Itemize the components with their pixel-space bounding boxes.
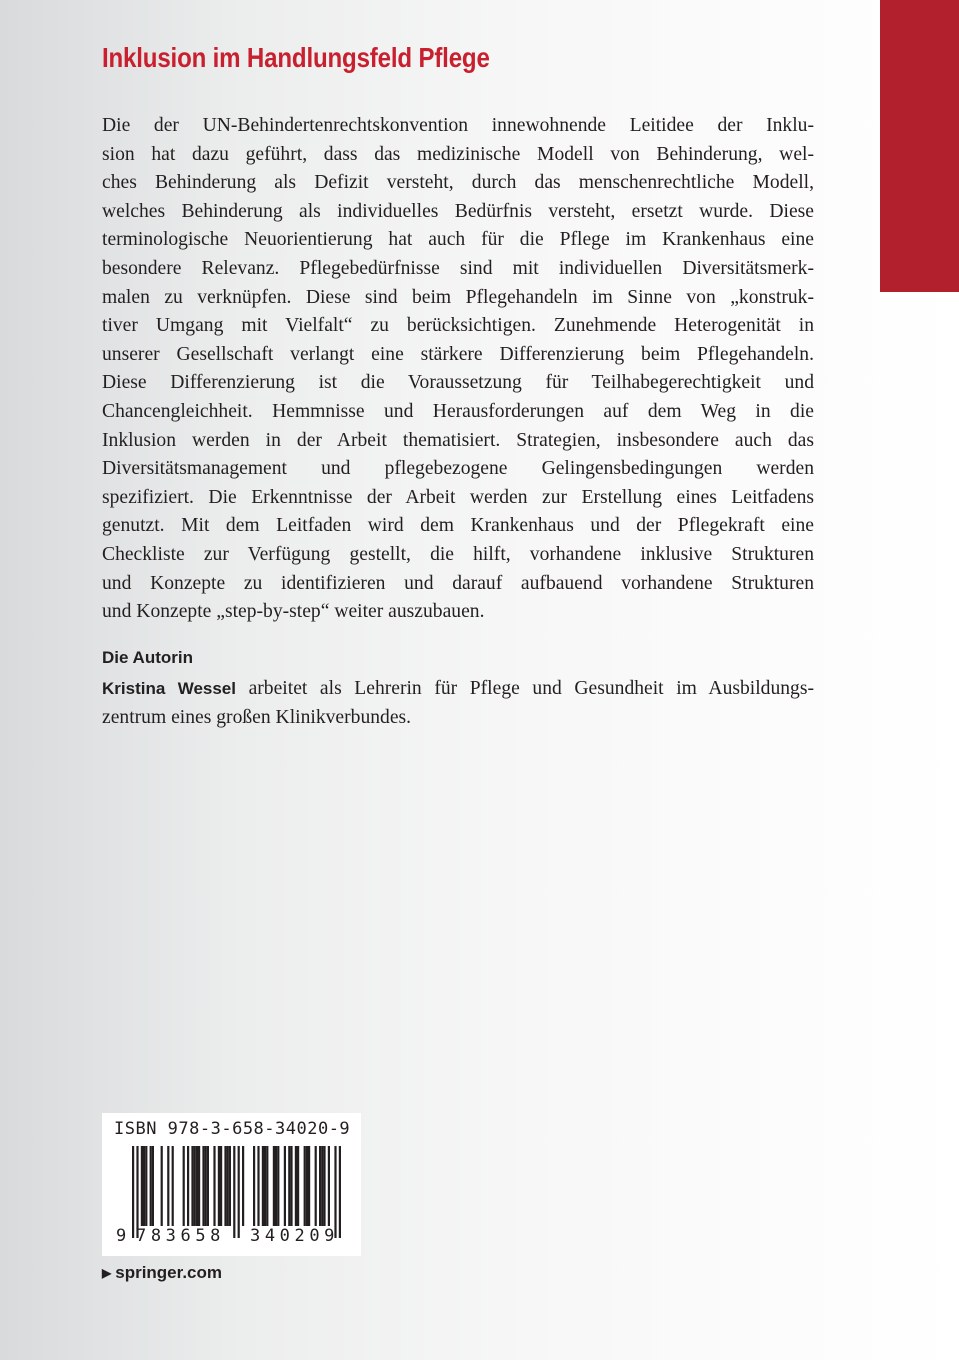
barcode-bar [194, 1146, 196, 1226]
barcode-bar [266, 1146, 268, 1226]
abstract-line: Chancengleichheit. Hemmnisse und Herausforderungen auf dem Weg in die [102, 400, 814, 422]
barcode-bar [297, 1146, 299, 1226]
abstract-line: Inklusion werden in der Arbeit thematisiert. Strategien, insbesondere auch das [102, 429, 814, 451]
barcode-bar [167, 1146, 169, 1226]
barcode-bar [253, 1146, 255, 1226]
barcode-bar [288, 1146, 290, 1226]
barcode-bar [321, 1146, 323, 1226]
abstract-line: spezifiziert. Die Erkenntnisse der Arbeit werden zur Erstellung eines Leitfadens [102, 486, 814, 508]
barcode-bar [295, 1146, 297, 1226]
abstract-line: besondere Relevanz. Pflegebedürfnisse sind mit individuellen Diversitätsmerk- [102, 257, 814, 279]
barcode-bar [198, 1146, 200, 1226]
barcode-bar [161, 1146, 163, 1226]
isbn-label: ISBN 978-3-658-34020-9 [114, 1119, 351, 1139]
barcode-bar [334, 1146, 336, 1238]
abstract-line: Die der UN-Behindertenrechtskonvention innewohnende Leitidee der Inklu- [102, 115, 814, 136]
abstract-line: unserer Gesellschaft verlangt eine stärkere Differenzierung beim Pflegehandeln. [102, 343, 814, 365]
abstract-line: malen zu verknüpfen. Diese sind beim Pflegehandeln im Sinne von „konstruk- [102, 286, 814, 308]
barcode-bar [238, 1146, 240, 1238]
barcode-bar [202, 1146, 204, 1226]
barcode-bar [339, 1146, 341, 1238]
abstract-line: sion hat dazu geführt, dass das medizinische Modell von Behinderung, wel- [102, 143, 814, 165]
barcode-bar [242, 1146, 244, 1226]
ean-left-group: 783658 [136, 1226, 226, 1246]
barcode-bar [264, 1146, 266, 1226]
author-bio-line: zentrum eines großen Klinikverbundes. [102, 707, 412, 728]
barcode-bar [277, 1146, 279, 1226]
barcode-bar [220, 1146, 222, 1226]
author-bio-text: arbeitet als Lehrerin für Pflege und Gesundheit im Ausbildungs- [236, 678, 815, 699]
abstract-line: Diese Differenzierung ist die Voraussetzung für Teilhabegerechtigkeit und [102, 372, 814, 394]
abstract-line: ches Behinderung als Defizit versteht, durch das menschenrechtliche Modell, [102, 172, 814, 194]
publisher-link-text[interactable]: springer.com [115, 1263, 222, 1282]
barcode-bar [132, 1146, 134, 1238]
abstract-line: und Konzepte zu identifizieren und darauf aufbauend vorhandene Strukturen [102, 572, 814, 594]
barcode-bar [275, 1146, 277, 1226]
publisher-link[interactable] [102, 1263, 222, 1283]
red-corner-band [880, 0, 959, 292]
barcode-bar [284, 1146, 286, 1226]
abstract-line: Checkliste zur Verfügung gestellt, die hilft, vorhandene inklusive Strukturen [102, 543, 814, 565]
barcode-bar [205, 1146, 207, 1226]
barcode-bar [227, 1146, 229, 1226]
barcode-bar [213, 1146, 215, 1226]
barcode-bar [229, 1146, 231, 1226]
barcode-bar [306, 1146, 308, 1226]
barcode-bar [141, 1146, 143, 1226]
author-bio-line [102, 674, 814, 703]
barcode-bar [207, 1146, 209, 1226]
author-name: Kristina Wessel [102, 679, 236, 698]
isbn-barcode [102, 1113, 361, 1256]
barcode-bar [150, 1146, 152, 1226]
abstract-line: genutzt. Mit dem Leitfaden wird dem Krankenhaus und der Pflegekraft eine [102, 515, 814, 537]
barcode-bar [257, 1146, 259, 1226]
barcode-bar [172, 1146, 174, 1226]
ean-right-group: 340209 [250, 1226, 340, 1246]
abstract-line: terminologische Neuorientierung hat auch für die Pflege im Krankenhaus eine [102, 229, 814, 251]
barcode-bar [191, 1146, 193, 1226]
barcode-bar [290, 1146, 292, 1226]
barcode-bar [183, 1146, 185, 1226]
author-heading: Die Autorin [102, 648, 193, 667]
barcode-bar [218, 1146, 220, 1226]
author-bio [102, 674, 814, 732]
abstract-line: und Konzepte „step-by-step“ weiter auszubauen. [102, 601, 485, 623]
barcode-bar [233, 1146, 235, 1238]
abstract-line: welches Behinderung als individuelles Bedürfnis versteht, ersetzt wurde. Diese [102, 200, 814, 222]
barcode-bar [196, 1146, 198, 1226]
barcode-bar [308, 1146, 310, 1226]
play-arrow-icon: ▶ [102, 1266, 112, 1280]
barcode-bar [224, 1146, 226, 1226]
barcode-bar [273, 1146, 275, 1226]
barcode-bar [315, 1146, 317, 1226]
abstract-line: Diversitätsmanagement und pflegebezogene Gelingensbedingungen werden [102, 458, 814, 480]
abstract-line: tiver Umgang mit Vielfalt“ zu berücksichtigen. Zunehmende Heterogenität in [102, 315, 814, 337]
book-title: Inklusion im Handlungsfeld Pflege [102, 42, 490, 73]
barcode-bar [136, 1146, 138, 1238]
barcode-bar [323, 1146, 325, 1226]
barcode-bar [187, 1146, 189, 1226]
barcode-bar [143, 1146, 145, 1226]
barcode-bar [319, 1146, 321, 1226]
ean-first-digit: 9 [116, 1226, 127, 1246]
barcode-bar [152, 1146, 154, 1226]
barcode-bar [262, 1146, 264, 1226]
abstract-text [102, 112, 814, 627]
barcode-bar [145, 1146, 147, 1226]
barcode-bar [304, 1146, 306, 1226]
barcode-bar [328, 1146, 330, 1226]
